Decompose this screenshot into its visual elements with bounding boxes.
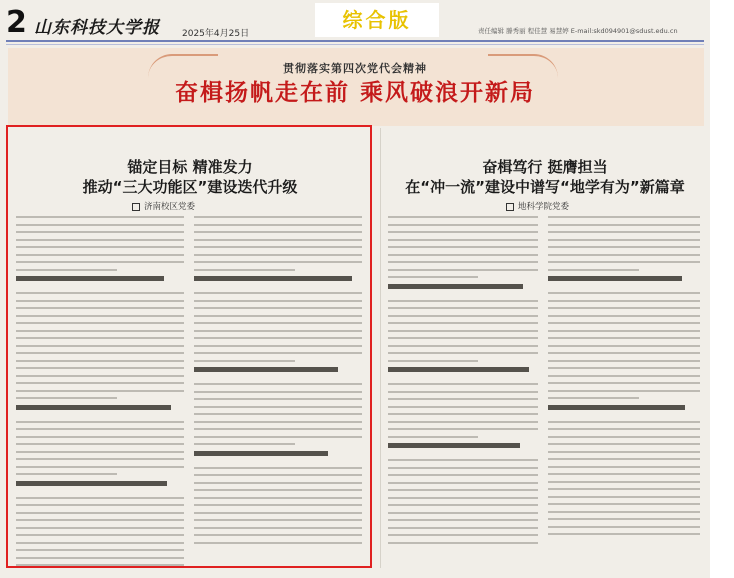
article-2-column-1 — [388, 216, 538, 549]
article-1-title-line2: 推动“三大功能区”建设迭代升级 — [82, 178, 298, 196]
article-1-title-line1: 锚定目标 精准发力 — [127, 158, 253, 176]
column-divider — [380, 128, 381, 568]
section-title-text: 综合版 — [342, 8, 412, 32]
masthead-rule — [6, 40, 704, 42]
article-2-title-line2: 在“冲一流”建设中谱写“地学有为”新篇章 — [405, 178, 685, 196]
paper-name: 山东科技大学报 — [34, 18, 160, 38]
highlight-frame — [6, 125, 372, 568]
issue-date: 2025年4月25日 — [182, 29, 250, 39]
masthead-rule-thin — [6, 44, 704, 45]
article-2-byline — [506, 200, 569, 212]
article-2-column-2 — [548, 216, 700, 541]
byline-square-icon — [506, 203, 514, 211]
section-title — [315, 3, 439, 37]
article-2-title-line1: 奋楫笃行 挺膺担当 — [482, 158, 608, 176]
article-1-author: 济南校区党委 — [144, 202, 196, 212]
banner-kicker: 贯彻落实第四次党代会精神 — [283, 62, 427, 75]
banner-headline: 奋楫扬帆走在前 乘风破浪开新局 — [174, 79, 535, 106]
editor-credits: 责任编辑 滕秀丽 程佳慧 易慧婷 E-mail:skd094901@sdust.edu.cn — [478, 27, 678, 35]
article-2-author: 地科学院党委 — [518, 202, 570, 212]
page-number: 2 — [6, 5, 27, 40]
page-margin — [710, 0, 734, 578]
